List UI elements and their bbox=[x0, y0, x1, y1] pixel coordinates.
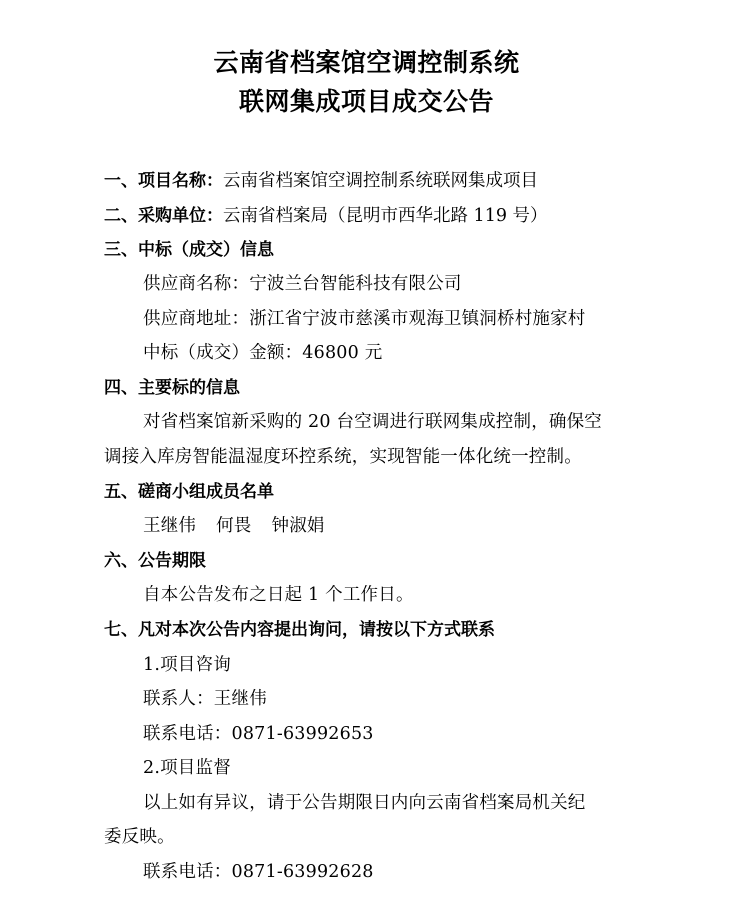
notice-title-line2: 联网集成项目成交公告 bbox=[238, 87, 494, 116]
project-name-label: 一、项目名称： bbox=[104, 171, 223, 191]
supervise-line1: 以上如有异议，请于公告期限日内向云南省档案局机关纪 bbox=[143, 793, 586, 813]
team-members bbox=[143, 514, 643, 538]
supervise-line2: 委反映。 bbox=[104, 827, 175, 847]
main-info-heading: 四、主要标的信息 bbox=[104, 378, 240, 398]
supplier-name: 供应商名称：宁波兰台智能科技有限公司 bbox=[143, 274, 462, 294]
purchaser-label: 二、采购单位： bbox=[104, 206, 223, 226]
period-heading: 六、公告期限 bbox=[104, 551, 206, 571]
contact-phone2: 联系电话：0871-63992628 bbox=[143, 862, 374, 882]
contact-person: 联系人：王继伟 bbox=[143, 689, 267, 709]
contact-phone1: 联系电话：0871-63992653 bbox=[143, 724, 374, 744]
award-amount: 中标（成交）金额：46800 元 bbox=[143, 343, 383, 363]
team-member: 王继伟 bbox=[143, 516, 197, 536]
contact-heading: 七、凡对本次公告内容提出询问，请按以下方式联系 bbox=[104, 620, 495, 640]
team-member: 钟淑娟 bbox=[271, 516, 325, 536]
purchaser-value: 云南省档案局（昆明市西华北路 119 号） bbox=[223, 206, 548, 226]
award-heading: 三、中标（成交）信息 bbox=[104, 240, 274, 260]
period-text: 自本公告发布之日起 1 个工作日。 bbox=[143, 585, 414, 605]
project-name-row bbox=[104, 168, 644, 192]
notice-title-line1: 云南省档案馆空调控制系统 bbox=[213, 48, 520, 77]
team-heading: 五、磋商小组成员名单 bbox=[104, 482, 274, 502]
project-name-value: 云南省档案馆空调控制系统联网集成项目 bbox=[223, 171, 538, 191]
main-info-para-line1: 对省档案馆新采购的 20 台空调进行联网集成控制，确保空 bbox=[143, 412, 602, 432]
supplier-address: 供应商地址：浙江省宁波市慈溪市观海卫镇洞桥村施家村 bbox=[143, 309, 586, 329]
main-info-para-line2: 调接入库房智能温湿度环控系统，实现智能一体化统一控制。 bbox=[104, 447, 582, 467]
purchaser-row bbox=[104, 203, 644, 227]
contact-item2: 2.项目监督 bbox=[143, 758, 231, 778]
team-member: 何畏 bbox=[216, 516, 252, 536]
contact-item1: 1.项目咨询 bbox=[143, 655, 231, 675]
